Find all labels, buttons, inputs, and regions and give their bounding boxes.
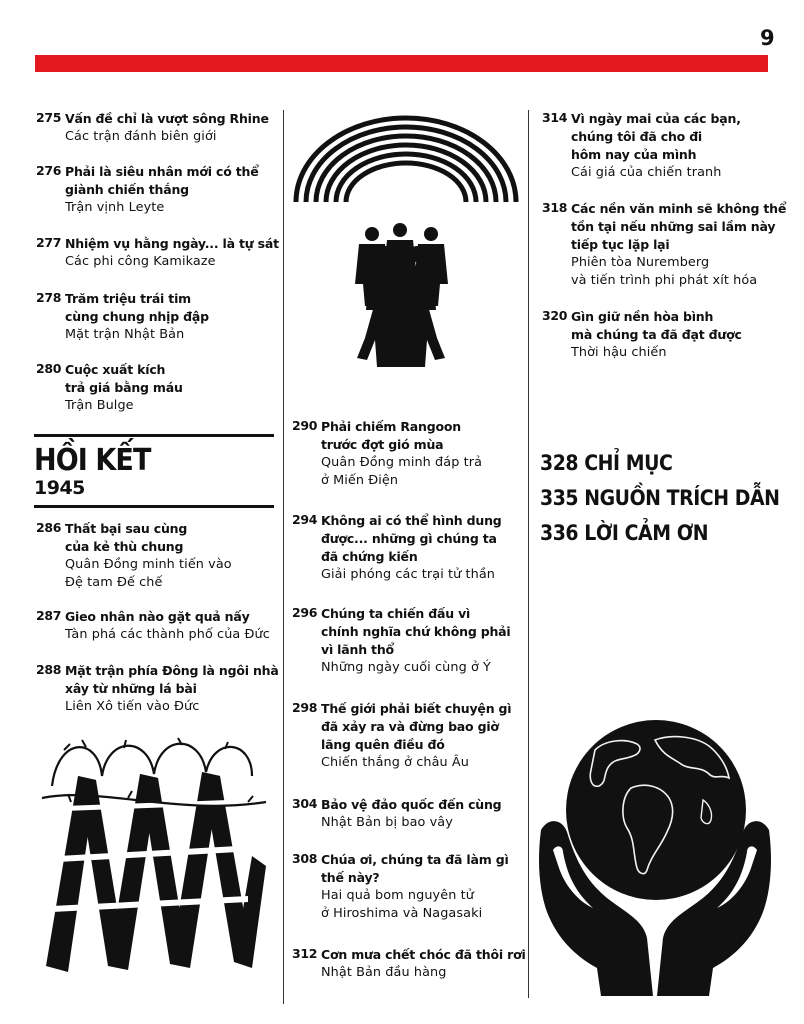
index-label: CHỈ MỤC xyxy=(584,451,673,475)
section-title: HỒI KẾT xyxy=(34,443,151,478)
entry-title-line: lãng quên điều đó xyxy=(321,737,445,752)
page-ref-number: 318 xyxy=(542,200,568,215)
entry-subtitle-line: Những ngày cuối cùng ở Ý xyxy=(321,660,491,675)
entry-subtitle xyxy=(321,814,528,832)
toc-entry[interactable] xyxy=(292,605,528,677)
entry-subtitle xyxy=(571,254,782,290)
page-ref-number: 290 xyxy=(292,418,318,433)
entry-title xyxy=(65,361,281,397)
section-year: 1945 xyxy=(34,477,85,499)
entry-title xyxy=(65,110,281,128)
entry-title-line: đã chứng kiến xyxy=(321,549,418,564)
entry-subtitle-line: ở Miến Điện xyxy=(321,473,399,488)
entry-title xyxy=(571,308,782,344)
entry-title-line: Nhiệm vụ hằng ngày... là tự sát xyxy=(65,236,279,251)
entry-subtitle-line: Tàn phá các thành phố của Đức xyxy=(65,627,270,642)
entry-title-line: Các nền văn minh sẽ không thể xyxy=(571,201,787,216)
index-link[interactable] xyxy=(540,451,672,475)
entry-title-line: Không ai có thể hình dung xyxy=(321,513,502,528)
page-ref-number: 280 xyxy=(36,361,62,376)
entry-title-line: được... những gì chúng ta xyxy=(321,531,497,546)
entry-title-line: Gieo nhân nào gặt quả nấy xyxy=(65,609,250,624)
entry-subtitle xyxy=(65,128,281,146)
entry-subtitle-line: Nhật Bản đầu hàng xyxy=(321,965,447,980)
entry-title-line: xây từ những lá bài xyxy=(65,681,197,696)
entry-subtitle xyxy=(65,626,281,644)
entry-title-line: đã xảy ra và đừng bao giờ xyxy=(321,719,499,734)
entry-subtitle-line: Quân Đồng minh tiến vào xyxy=(65,557,232,572)
entry-title xyxy=(321,418,528,454)
entry-title-line: tiếp tục lặp lại xyxy=(571,237,670,252)
entry-subtitle xyxy=(65,698,281,716)
entry-title-line: chính nghĩa chứ không phải xyxy=(321,624,511,639)
crowd-silhouette-icon xyxy=(345,222,455,367)
entry-title-line: vì lãnh thổ xyxy=(321,642,394,657)
entry-subtitle-line: Cái giá của chiến tranh xyxy=(571,165,722,180)
entry-title-line: Cuộc xuất kích xyxy=(65,362,166,377)
entry-subtitle-line: Nhật Bản bị bao vây xyxy=(321,815,453,830)
entry-subtitle-line: Các phi công Kamikaze xyxy=(65,254,216,269)
toc-entry[interactable] xyxy=(292,851,528,923)
entry-subtitle-line: Giải phóng các trại tử thần xyxy=(321,567,496,582)
page-ref-number: 278 xyxy=(36,290,62,305)
entry-subtitle xyxy=(65,326,281,344)
entry-title-line: trước đợt gió mùa xyxy=(321,437,444,452)
entry-title-line: thế này? xyxy=(321,870,380,885)
section-rule-top xyxy=(34,434,274,437)
entry-title-line: Chúng ta chiến đấu vì xyxy=(321,606,471,621)
entry-subtitle xyxy=(321,964,528,982)
entry-subtitle xyxy=(65,253,281,271)
entry-subtitle xyxy=(65,556,281,592)
entry-title-line: Thế giới phải biết chuyện gì xyxy=(321,701,512,716)
entry-title-line: Vì ngày mai của các bạn, xyxy=(571,111,741,126)
entry-title-line: Cơn mưa chết chóc đã thôi rơi xyxy=(321,947,526,962)
toc-entry[interactable] xyxy=(292,700,528,772)
entry-subtitle-line: Các trận đánh biên giới xyxy=(65,129,217,144)
entry-subtitle-line: Chiến thắng ở châu Âu xyxy=(321,755,469,770)
toc-entry[interactable] xyxy=(36,608,281,644)
entry-subtitle-line: ở Hiroshima và Nagasaki xyxy=(321,906,483,921)
page-ref-number: 277 xyxy=(36,235,62,250)
toc-entry[interactable] xyxy=(36,235,281,271)
entry-title-line: Phải chiếm Rangoon xyxy=(321,419,461,434)
entry-title-line: Phải là siêu nhân mới có thể xyxy=(65,164,259,179)
entry-title xyxy=(321,851,528,887)
entry-subtitle-line: Trận vịnh Leyte xyxy=(65,200,165,215)
index-label: LỜI CẢM ƠN xyxy=(584,521,709,545)
page-number: 9 xyxy=(760,26,775,50)
entry-title-line: tồn tại nếu những sai lầm này xyxy=(571,219,776,234)
column-divider-right xyxy=(528,110,529,998)
section-rule-bottom xyxy=(34,505,274,508)
entry-title-line: Thất bại sau cùng xyxy=(65,521,188,536)
index-link[interactable] xyxy=(540,521,708,545)
entry-title-line: giành chiến thắng xyxy=(65,182,189,197)
toc-entry[interactable] xyxy=(292,796,528,832)
index-label: NGUỒN TRÍCH DẪN xyxy=(584,486,780,510)
entry-title xyxy=(65,662,281,698)
entry-title xyxy=(65,163,281,199)
entry-title-line: chúng tôi đã cho đi xyxy=(571,129,703,144)
entry-title-line: trả giá bằng máu xyxy=(65,380,183,395)
entry-subtitle-line: Phiên tòa Nuremberg xyxy=(571,255,710,270)
page-ref-number: 320 xyxy=(542,308,568,323)
entry-title-line: của kẻ thù chung xyxy=(65,539,184,554)
page-ref-number: 288 xyxy=(36,662,62,677)
entry-subtitle xyxy=(321,454,528,490)
column-divider-left xyxy=(283,110,284,1004)
entry-subtitle xyxy=(65,199,281,217)
toc-entry[interactable] xyxy=(36,520,281,592)
entry-subtitle xyxy=(571,344,782,362)
entry-title xyxy=(321,796,528,814)
index-page-number: 336 xyxy=(540,521,579,545)
entry-title xyxy=(321,512,528,566)
toc-entry[interactable] xyxy=(36,163,281,217)
page-ref-number: 286 xyxy=(36,520,62,535)
entry-title-line: Bảo vệ đảo quốc đến cùng xyxy=(321,797,502,812)
toc-entry[interactable] xyxy=(36,110,281,146)
page-ref-number: 312 xyxy=(292,946,318,961)
entry-subtitle-line: và tiến trình phi phát xít hóa xyxy=(571,273,758,288)
index-page-number: 328 xyxy=(540,451,579,475)
entry-subtitle xyxy=(321,887,528,923)
card-house-barbed-wire-icon xyxy=(38,716,270,982)
page-ref-number: 304 xyxy=(292,796,318,811)
section-heading xyxy=(34,434,274,508)
entry-title xyxy=(65,520,281,556)
entry-title-line: hôm nay của mình xyxy=(571,147,697,162)
entry-title xyxy=(65,235,281,253)
page-ref-number: 296 xyxy=(292,605,318,620)
toc-entry[interactable] xyxy=(292,946,528,982)
header-red-bar xyxy=(35,55,768,72)
toc-entry[interactable] xyxy=(292,418,528,490)
entry-title xyxy=(65,290,281,326)
entry-subtitle-line: Liên Xô tiến vào Đức xyxy=(65,699,200,714)
entry-subtitle xyxy=(321,659,528,677)
entry-title-line: Gìn giữ nền hòa bình xyxy=(571,309,714,324)
entry-subtitle-line: Quân Đồng minh đáp trả xyxy=(321,455,483,470)
page-ref-number: 294 xyxy=(292,512,318,527)
page-ref-number: 314 xyxy=(542,110,568,125)
globe-in-hands-icon xyxy=(535,700,775,1000)
page-ref-number: 275 xyxy=(36,110,62,125)
entry-subtitle-line: Đệ tam Đế chế xyxy=(65,575,163,590)
toc-entry[interactable] xyxy=(542,308,782,362)
entry-subtitle xyxy=(321,754,528,772)
entry-subtitle-line: Thời hậu chiến xyxy=(571,345,667,360)
entry-title xyxy=(321,605,528,659)
entry-title-line: Vấn đề chỉ là vượt sông Rhine xyxy=(65,111,269,126)
page-ref-number: 298 xyxy=(292,700,318,715)
entry-title xyxy=(65,608,281,626)
toc-entry[interactable] xyxy=(36,361,281,415)
entry-subtitle-line: Hai quả bom nguyên tử xyxy=(321,888,474,903)
page-ref-number: 308 xyxy=(292,851,318,866)
entry-title xyxy=(321,946,528,964)
toc-entry[interactable] xyxy=(542,200,787,290)
index-link[interactable] xyxy=(540,486,780,510)
entry-title-line: cùng chung nhịp đập xyxy=(65,309,209,324)
entry-subtitle-line: Trận Bulge xyxy=(65,398,134,413)
entry-title-line: Mặt trận phía Đông là ngôi nhà xyxy=(65,663,279,678)
entry-subtitle xyxy=(571,164,782,182)
toc-entry[interactable] xyxy=(36,662,281,716)
entry-title-line: Chúa ơi, chúng ta đã làm gì xyxy=(321,852,509,867)
page-ref-number: 287 xyxy=(36,608,62,623)
toc-entry[interactable] xyxy=(542,110,782,182)
entry-subtitle xyxy=(65,397,281,415)
entry-title-line: Trăm triệu trái tim xyxy=(65,291,191,306)
toc-entry[interactable] xyxy=(36,290,281,344)
entry-title xyxy=(571,200,787,254)
rainbow-icon xyxy=(290,110,522,210)
toc-entry[interactable] xyxy=(292,512,528,584)
entry-subtitle xyxy=(321,566,528,584)
entry-title xyxy=(571,110,782,164)
entry-subtitle-line: Mặt trận Nhật Bản xyxy=(65,327,185,342)
index-page-number: 335 xyxy=(540,486,579,510)
page-ref-number: 276 xyxy=(36,163,62,178)
entry-title xyxy=(321,700,528,754)
entry-title-line: mà chúng ta đã đạt được xyxy=(571,327,742,342)
